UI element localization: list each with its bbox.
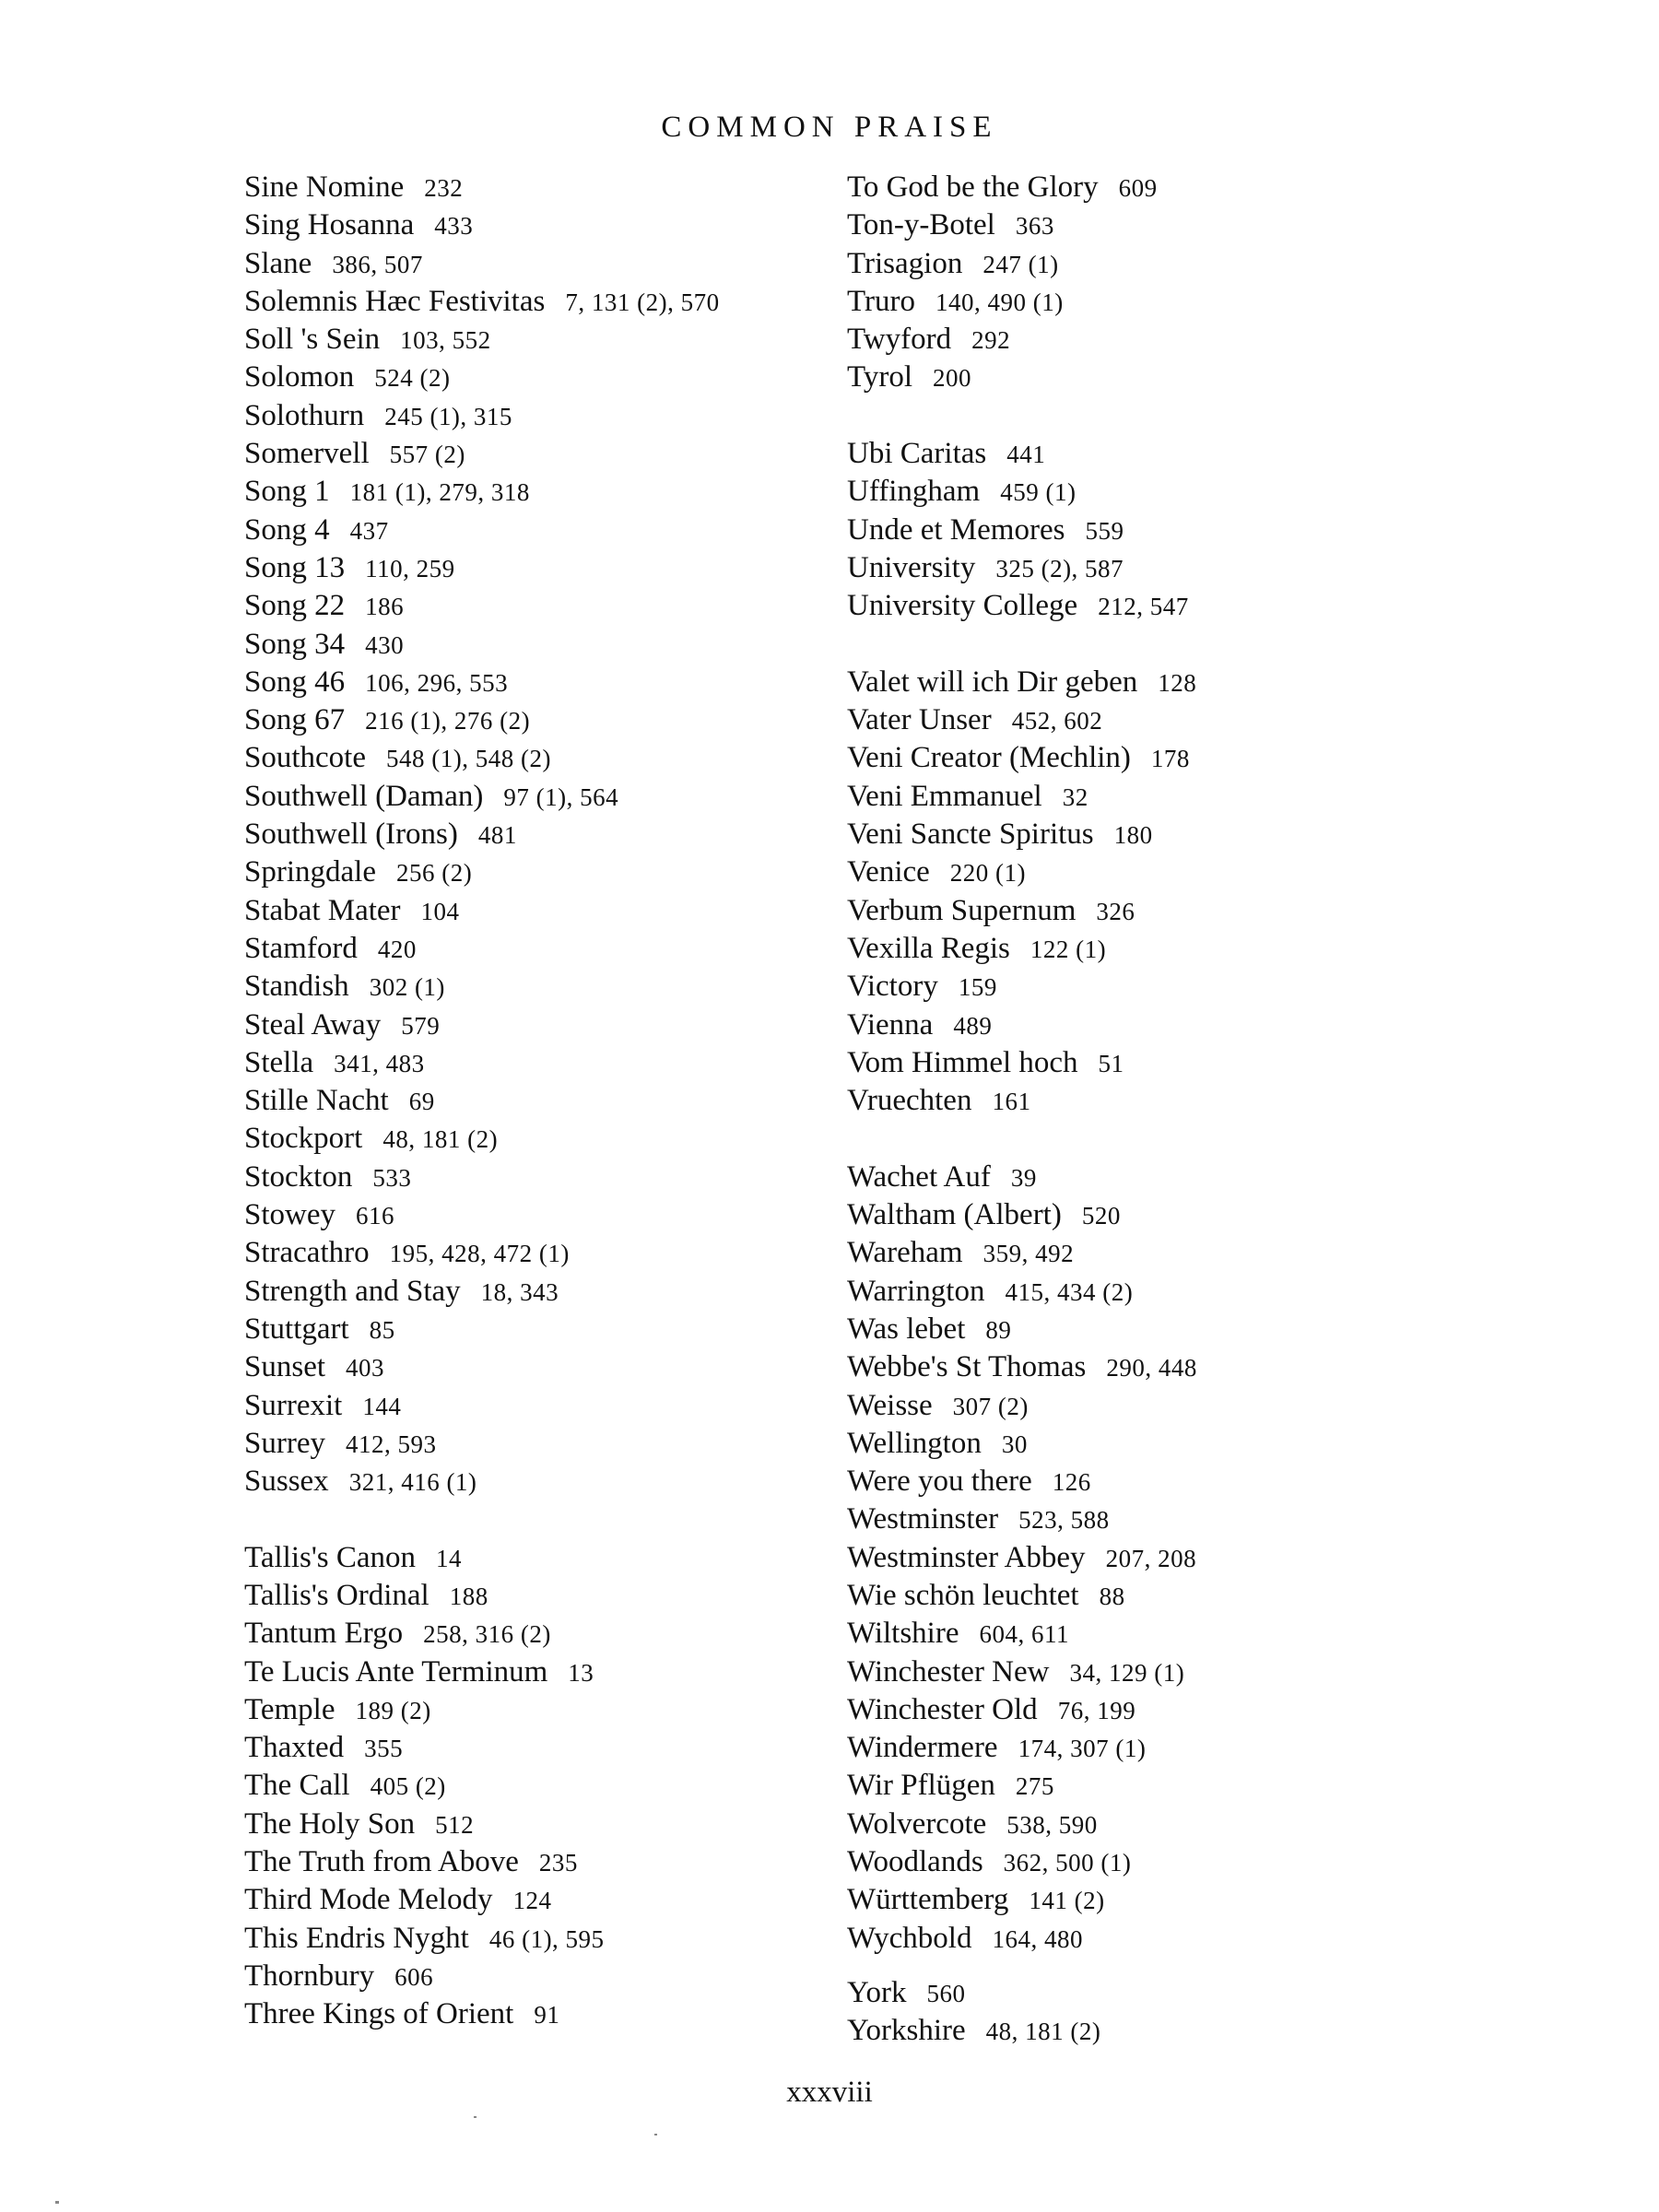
hymn-numbers: 216 (1), 276 (2) [365,707,531,735]
index-entry [847,1463,1418,1500]
tune-name: Three Kings of Orient [244,1997,514,2031]
tune-name: Stabat Mater [244,893,401,927]
hymn-numbers: 326 [1096,897,1135,925]
tune-name: Twyford [847,323,952,357]
index-entry [847,206,1418,244]
tune-name: Westminster Abbey [847,1540,1086,1574]
index-entry [244,283,816,321]
index-entry [847,1539,1418,1577]
index-entry [244,245,816,283]
tune-name: Weisse [847,1388,933,1422]
hymn-numbers: 412, 593 [345,1430,437,1458]
tune-name: Ton-y-Botel [847,208,995,242]
hymn-numbers: 124 [512,1887,552,1915]
index-entry [847,1729,1418,1767]
index-entry [847,549,1418,587]
hymn-numbers: 13 [568,1658,594,1687]
index-entry [847,1691,1418,1729]
tune-name: Wir Pflügen [847,1769,995,1803]
page-header: COMMON PRAISE [661,111,998,144]
index-entry [847,245,1418,283]
tune-name: Southcote [244,741,366,775]
index-entry [244,1311,816,1348]
tune-name: Tallis's Ordinal [244,1578,429,1612]
tune-name: Surrexit [244,1388,343,1422]
index-entry [847,1843,1418,1881]
tune-name: Unde et Memores [847,512,1065,547]
tune-name: Southwell (Daman) [244,779,484,813]
hymn-numbers: 161 [992,1088,1031,1116]
index-entry [847,1974,1418,2012]
tune-name: Sing Hosanna [244,208,415,242]
index-entry [847,1044,1418,1082]
index-entry [847,1348,1418,1386]
hymn-numbers: 386, 507 [332,250,423,278]
tune-name: Stella [244,1045,314,1079]
index-entry [847,1196,1418,1234]
hymn-numbers: 290, 448 [1106,1354,1197,1382]
tune-name: Song 4 [244,512,330,547]
tune-name: Springdale [244,855,376,889]
hymn-numbers: 188 [449,1582,488,1610]
tune-name: Thaxted [244,1731,345,1765]
index-entry [244,587,816,625]
tune-name: Strength and Stay [244,1274,461,1308]
tune-name: Vater Unser [847,703,992,737]
hymn-numbers: 140, 490 (1) [935,288,1064,316]
tune-name: Song 46 [244,665,346,699]
tune-name: Wachet Auf [847,1159,991,1194]
hymn-numbers: 126 [1052,1468,1091,1497]
tune-name: Vruechten [847,1084,972,1118]
hymn-numbers: 180 [1113,821,1153,850]
tune-name: Tantum Ergo [244,1617,404,1651]
hymn-numbers: 292 [971,326,1011,355]
hymn-numbers: 46 (1), 595 [488,1924,605,1953]
hymn-numbers: 88 [1099,1582,1125,1610]
tune-name: Were you there [847,1465,1032,1499]
tune-name: Song 34 [244,627,346,661]
hymn-numbers: 559 [1085,516,1124,545]
index-entry [244,892,816,930]
tune-name: Wolvercote [847,1806,987,1841]
page-number: xxxviii [786,2076,873,2109]
tune-name: Württemberg [847,1883,1009,1917]
hymn-numbers: 524 (2) [374,364,451,393]
hymn-numbers: 141 (2) [1029,1887,1105,1915]
tune-name: Valet will ich Dir geben [847,665,1138,699]
tune-name: Wellington [847,1426,982,1460]
hymn-numbers: 459 (1) [1000,478,1077,507]
hymn-numbers: 97 (1), 564 [503,782,619,811]
index-entry [847,1387,1418,1425]
hymn-numbers: 39 [1010,1163,1037,1192]
hymn-numbers: 220 (1) [949,859,1027,888]
index-entry [847,778,1418,816]
tune-name: University [847,550,976,584]
tune-name: Truro [847,284,915,318]
index-entry [847,1425,1418,1463]
index-entry [847,816,1418,853]
tune-name: Third Mode Melody [244,1883,493,1917]
index-entry [847,1311,1418,1348]
index-entry [244,626,816,664]
tune-name: Sussex [244,1465,329,1499]
index-entry [847,1920,1418,1958]
tune-name: Stuttgart [244,1312,349,1346]
hymn-numbers: 256 (2) [395,859,473,888]
index-entry [244,1691,816,1729]
tune-name: Yorkshire [847,2014,966,2048]
tune-name: Soll 's Sein [244,323,381,357]
hymn-numbers: 604, 611 [979,1620,1069,1649]
hymn-numbers: 91 [534,2001,560,2030]
index-entry [847,1006,1418,1044]
hymn-numbers: 14 [436,1544,463,1572]
tune-name: The Call [244,1769,350,1803]
index-entry [244,1920,816,1958]
tune-name: Stowey [244,1198,335,1232]
index-entry [244,1577,816,1615]
hymn-numbers: 110, 259 [365,554,455,582]
hymn-numbers: 181 (1), 279, 318 [349,478,530,507]
tune-name: Waltham (Albert) [847,1198,1062,1232]
hymn-numbers: 186 [365,593,405,621]
index-entry [244,1120,816,1158]
hymn-numbers: 159 [958,973,997,1002]
tune-name: Wiltshire [847,1617,959,1651]
index-entry [244,1806,816,1843]
index-entry [847,1653,1418,1691]
hymn-numbers: 557 (2) [389,441,465,469]
tune-name: Stille Nacht [244,1084,389,1118]
tune-name: Uffingham [847,475,981,509]
index-entry [244,512,816,549]
index-entry [847,1615,1418,1653]
tune-name: Solemnis Hæc Festivitas [244,284,546,318]
hymn-numbers: 523, 588 [1018,1506,1110,1535]
hymn-numbers: 481 [477,821,517,850]
tune-name: Sunset [244,1350,326,1384]
index-entry [244,1539,816,1577]
index-entry [244,1159,816,1196]
section-gap [847,1958,1418,1974]
tune-name: Westminster [847,1502,999,1536]
hymn-numbers: 174, 307 (1) [1018,1735,1147,1763]
hymn-numbers: 512 [435,1810,475,1839]
index-entry [244,397,816,435]
hymn-numbers: 34, 129 (1) [1069,1658,1185,1687]
hymn-numbers: 51 [1098,1049,1124,1077]
index-entry [244,435,816,473]
hymn-numbers: 363 [1015,212,1054,241]
tune-name: The Holy Son [244,1806,416,1841]
tune-name: Stamford [244,931,358,965]
tune-name: Trisagion [847,246,963,280]
hymn-numbers: 307 (2) [952,1392,1029,1420]
index-entry [847,283,1418,321]
hymn-numbers: 359, 492 [982,1240,1075,1268]
hymn-numbers: 7, 131 (2), 570 [565,288,720,316]
tune-name: Veni Sancte Spiritus [847,818,1094,852]
tune-name: Thornbury [244,1959,375,1993]
index-entry [847,664,1418,701]
hymn-numbers: 616 [356,1202,394,1230]
hymn-numbers: 235 [538,1849,578,1877]
hymn-numbers: 430 [365,630,405,659]
index-entry [244,1843,816,1881]
index-entry [847,701,1418,739]
hymn-numbers: 247 (1) [982,250,1059,278]
hymn-numbers: 579 [401,1011,441,1040]
tune-name: Vexilla Regis [847,931,1010,965]
index-entry [847,1500,1418,1538]
index-entry [244,1044,816,1082]
tune-name: Windermere [847,1731,998,1765]
hymn-numbers: 189 (2) [355,1696,431,1724]
tune-name: Stockport [244,1122,363,1156]
tune-name: Sine Nomine [244,171,405,204]
hymn-numbers: 122 (1) [1030,935,1107,963]
index-entry [847,1881,1418,1919]
index-entry [847,853,1418,891]
hymn-numbers: 341, 483 [334,1049,425,1077]
tune-name: Solomon [244,360,355,394]
tune-name: Song 1 [244,475,330,509]
hymn-numbers: 355 [364,1735,404,1763]
tune-name: Tallis's Canon [244,1540,417,1574]
hymn-numbers: 405 (2) [370,1772,446,1801]
hymn-numbers: 106, 296, 553 [365,668,509,697]
hymn-numbers: 32 [1062,782,1088,811]
scan-speck [55,2201,59,2204]
index-entry [244,701,816,739]
index-entry [847,2012,1418,2050]
index-entry [847,359,1418,396]
index-entry [244,1387,816,1425]
tune-name: Stracathro [244,1236,370,1270]
hymn-numbers: 489 [953,1011,993,1040]
index-entry [244,1273,816,1311]
index-entry [244,816,816,853]
hymn-numbers: 48, 181 (2) [985,2018,1101,2046]
index-entry [847,1082,1418,1120]
tune-name: To God be the Glory [847,171,1099,204]
tune-name: Veni Emmanuel [847,779,1042,813]
tune-name: Victory [847,970,938,1004]
index-entry [847,1234,1418,1272]
section-gap [244,1500,816,1538]
index-entry [847,739,1418,777]
hymn-numbers: 321, 416 (1) [348,1468,477,1497]
index-entry [244,1615,816,1653]
section-gap [847,626,1418,664]
hymn-numbers: 433 [434,212,474,241]
index-entry [847,512,1418,549]
tune-name: Ubi Caritas [847,437,987,471]
hymn-numbers: 18, 343 [480,1277,559,1306]
index-column-left [244,169,816,2034]
index-entry [847,1806,1418,1843]
index-entry [244,473,816,511]
index-entry [847,892,1418,930]
hymn-numbers: 403 [346,1354,385,1382]
tune-name: Stockton [244,1159,353,1194]
tune-name: Slane [244,246,312,280]
index-entry [847,1273,1418,1311]
hymn-numbers: 548 (1), 548 (2) [385,745,551,773]
tune-name: Webbe's St Thomas [847,1350,1087,1384]
scan-speck [654,2134,657,2136]
index-entry [244,321,816,359]
hymn-numbers: 302 (1) [369,973,445,1002]
scan-speck [474,2116,477,2118]
tune-name: Winchester Old [847,1692,1038,1726]
tune-name: Vienna [847,1007,934,1041]
hymn-numbers: 30 [1001,1430,1028,1458]
tune-name: Tyrol [847,360,913,394]
hymn-numbers: 69 [408,1088,435,1116]
hymn-numbers: 606 [394,1962,434,1991]
tune-name: Was lebet [847,1312,966,1346]
hymn-numbers: 164, 480 [992,1924,1083,1953]
index-entry [244,1881,816,1919]
index-entry [847,435,1418,473]
hymn-numbers: 609 [1118,174,1158,202]
tune-name: Venice [847,855,930,889]
tune-name: Veni Creator (Mechlin) [847,741,1131,775]
tune-name: Temple [244,1692,335,1726]
hymn-numbers: 258, 316 (2) [423,1620,551,1649]
tune-name: Southwell (Irons) [244,818,458,852]
index-entry [244,968,816,1006]
index-entry [244,169,816,206]
index-entry [847,473,1418,511]
tune-name: This Endris Nyght [244,1921,469,1955]
hymn-numbers: 207, 208 [1105,1544,1197,1572]
hymn-numbers: 520 [1081,1202,1121,1230]
hymn-numbers: 275 [1015,1772,1054,1801]
hymn-numbers: 325 (2), 587 [995,554,1124,582]
tune-name: University College [847,589,1078,623]
index-entry [244,1425,816,1463]
hymn-numbers: 212, 547 [1098,593,1189,621]
hymn-numbers: 200 [933,364,972,393]
hymn-numbers: 441 [1006,441,1046,469]
index-entry [244,1463,816,1500]
index-entry [847,169,1418,206]
index-column-right [847,169,1418,2051]
index-entry [244,206,816,244]
index-entry [244,549,816,587]
index-entry [244,359,816,396]
index-entry [244,1729,816,1767]
index-entry [244,930,816,968]
tune-name: Song 22 [244,589,346,623]
index-entry [244,1958,816,1995]
hymn-numbers: 452, 602 [1011,707,1103,735]
tune-name: Wareham [847,1236,963,1270]
tune-name: Surrey [244,1426,325,1460]
hymn-numbers: 104 [420,897,460,925]
hymn-numbers: 89 [985,1315,1012,1344]
tune-name: Winchester New [847,1654,1050,1688]
tune-name: Steal Away [244,1007,382,1041]
index-entry [244,664,816,701]
index-entry [244,1234,816,1272]
tune-name: The Truth from Above [244,1845,519,1879]
hymn-numbers: 362, 500 (1) [1003,1849,1132,1877]
tune-name: Wychbold [847,1921,972,1955]
hymn-numbers: 232 [424,174,464,202]
index-entry [847,587,1418,625]
hymn-numbers: 144 [362,1392,402,1420]
hymn-numbers: 48, 181 (2) [382,1125,499,1154]
tune-name: Somervell [244,437,370,471]
index-entry [244,1995,816,2033]
index-entry [244,739,816,777]
hymn-numbers: 415, 434 (2) [1005,1277,1134,1306]
tune-name: Solothurn [244,398,365,432]
hymn-numbers: 103, 552 [400,326,491,355]
index-entry [847,1767,1418,1805]
hymn-numbers: 420 [377,935,417,963]
hymn-numbers: 560 [926,1979,966,2007]
index-entry [847,930,1418,968]
tune-name: Warrington [847,1274,985,1308]
index-entry [244,1196,816,1234]
tune-name: Standish [244,970,349,1004]
hymn-numbers: 437 [349,516,389,545]
index-entry [244,1082,816,1120]
hymn-numbers: 128 [1158,668,1197,697]
hymn-numbers: 178 [1150,745,1190,773]
hymn-numbers: 533 [372,1163,412,1192]
tune-name: Song 13 [244,550,346,584]
index-entry [847,1577,1418,1615]
index-entry [244,1767,816,1805]
hymn-numbers: 85 [369,1315,395,1344]
hymn-numbers: 76, 199 [1057,1696,1136,1724]
hymn-numbers: 245 (1), 315 [384,402,512,430]
tune-name: Verbum Supernum [847,893,1077,927]
index-entry [847,1159,1418,1196]
hymn-numbers: 538, 590 [1006,1810,1098,1839]
index-entry [244,1006,816,1044]
index-entry [244,1348,816,1386]
index-entry [244,853,816,891]
section-gap [847,397,1418,435]
tune-name: Vom Himmel hoch [847,1045,1078,1079]
index-entry [244,778,816,816]
tune-name: Song 67 [244,703,346,737]
tune-name: Te Lucis Ante Terminum [244,1654,548,1688]
tune-name: Wie schön leuchtet [847,1578,1079,1612]
index-entry [847,968,1418,1006]
tune-name: Woodlands [847,1845,983,1879]
hymn-numbers: 195, 428, 472 (1) [389,1240,570,1268]
index-entry [847,321,1418,359]
section-gap [847,1120,1418,1158]
index-entry [244,1653,816,1691]
tune-name: York [847,1975,907,2009]
